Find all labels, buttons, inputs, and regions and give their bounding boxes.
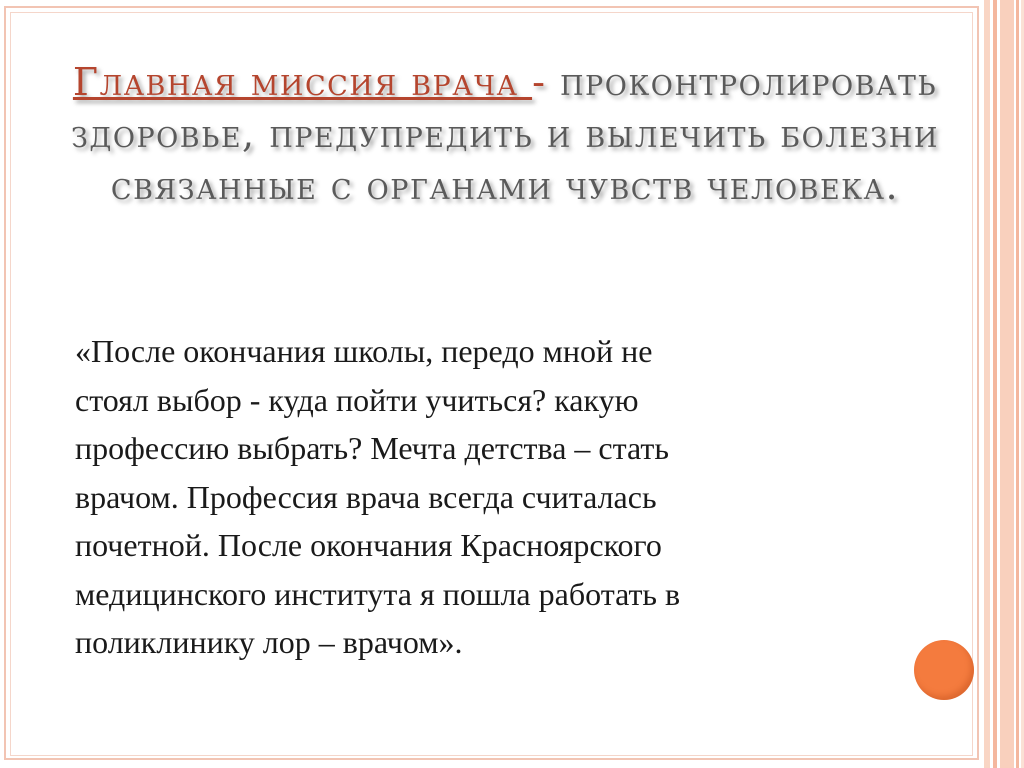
slide-title (30, 56, 980, 212)
decor-stripe (1000, 0, 1014, 768)
title-accent: Главная миссия врача (72, 60, 533, 104)
decor-stripe (1016, 0, 1019, 768)
orange-circle-decoration (914, 640, 974, 700)
decor-stripe (993, 0, 997, 768)
title-rest: проконтролировать здоровье, предупредить и вылечить болезни связанные с органами чувств человека. (71, 60, 939, 208)
decor-stripe (984, 0, 990, 768)
title-dash: - (532, 60, 547, 104)
quote-text: «После окончания школы, передо мной не стоял выбор - куда пойти учиться? какую профессию выбрать? Мечта детства – стать врачом. Профессия врача всегда считалась почетной. После окончания Красноярского медицинского института я пошла работать в поликлинику лор – врачом». (75, 333, 681, 660)
